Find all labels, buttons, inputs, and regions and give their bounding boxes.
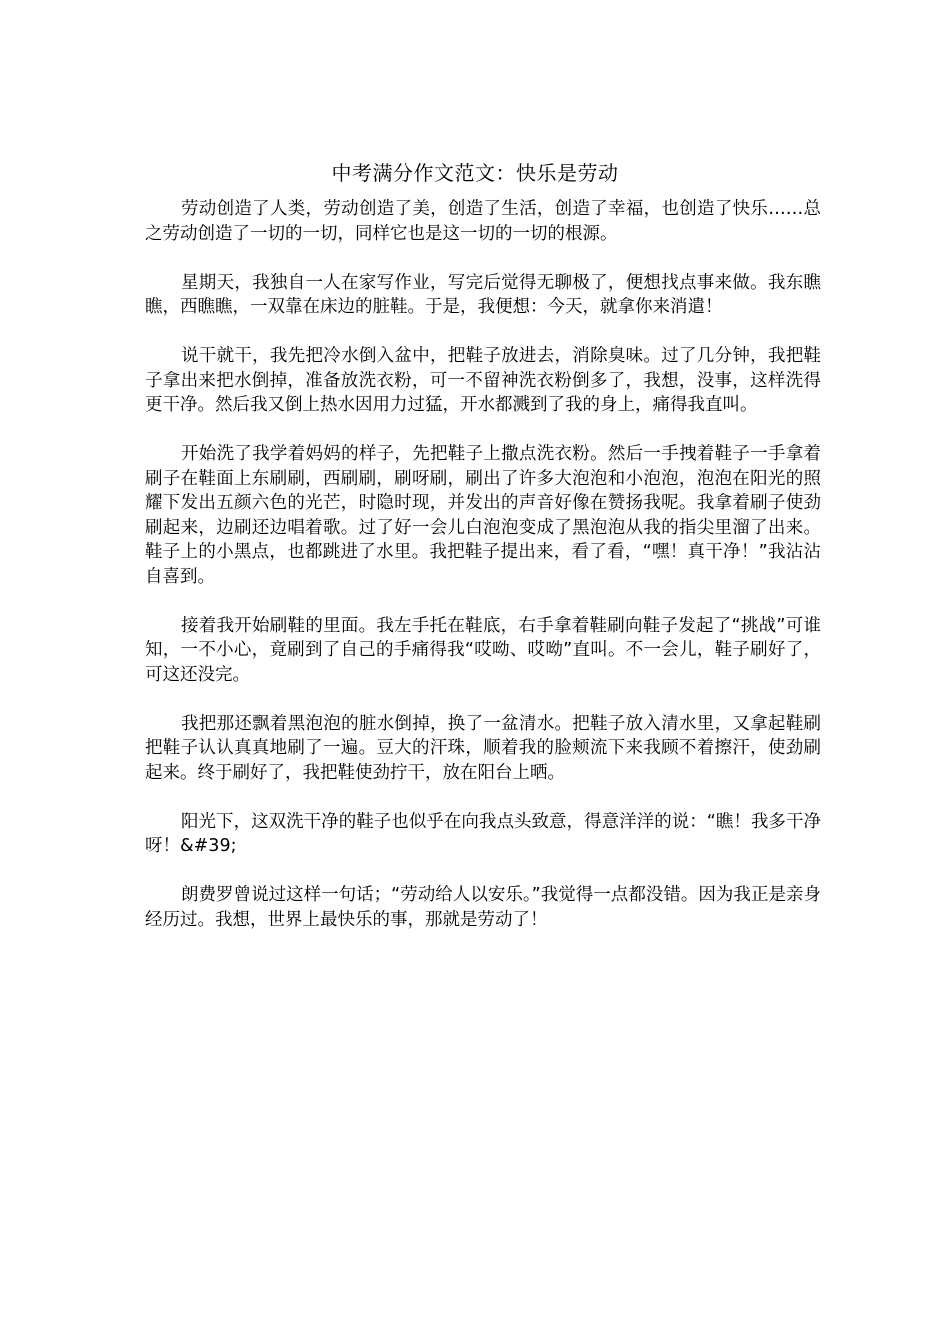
paragraph-3: 说干就干，我先把冷水倒入盆中，把鞋子放进去，消除臭味。过了几分钟，我把鞋子拿出来把水倒掉，准备放洗衣粉，可一不留神洗衣粉倒多了，我想，没事，这样洗得更干净。然后我又倒上热水因用力过猛，开水都溅到了我的身上，痛得我直叫。 [145, 346, 821, 415]
document-title: 中考满分作文范文：快乐是劳动 [331, 161, 619, 185]
paragraph-8: 朗费罗曾说过这样一句话；“劳动给人以安乐。”我觉得一点都没错。因为我正是亲身经历过。我想，世界上最快乐的事，那就是劳动了！ [145, 885, 821, 930]
paragraph-1: 劳动创造了人类，劳动创造了美，创造了生活，创造了幸福，也创造了快乐……总之劳动创造了一切的一切，同样它也是这一切的一切的根源。 [145, 199, 821, 244]
paragraph-6: 我把那还飘着黑泡泡的脏水倒掉，换了一盆清水。把鞋子放入清水里，又拿起鞋刷把鞋子认认真真地刷了一遍。豆大的汗珠，顺着我的脸颊流下来我顾不着擦汗，使劲刷起来。终于刷好了，我把鞋使劲拧干，放在阳台上晒。 [145, 713, 821, 783]
paragraph-2: 星期天，我独自一人在家写作业，写完后觉得无聊极了，便想找点事来做。我东瞧瞧，西瞧瞧，一双靠在床边的脏鞋。于是，我便想：今天，就拿你来消遣！ [145, 272, 821, 317]
document-body [145, 197, 821, 957]
paragraph-5: 接着我开始刷鞋的里面。我左手托在鞋底，右手拿着鞋刷向鞋子发起了“挑战”可谁知，一不小心，竟刷到了自己的手痛得我“哎呦、哎呦”直叫。不一会儿，鞋子刷好了，可这还没完。 [145, 615, 821, 685]
paragraph-4: 开始洗了我学着妈妈的样子，先把鞋子上撒点洗衣粉。然后一手拽着鞋子一手拿着刷子在鞋面上东刷刷，西刷刷，刷呀刷，刷出了许多大泡泡和小泡泡，泡泡在阳光的照耀下发出五颜六色的光芒，时隐时现，并发出的声音好像在赞扬我呢。我拿着刷子使劲刷起来，边刷还边唱着歌。过了好一会儿白泡泡变成了黑泡泡从我的指尖里溜了出来。鞋子上的小黑点，也都跳进了水里。我把鞋子提出来，看了看，“嘿！真干净！”我沾沾自喜到。 [145, 444, 821, 587]
paragraph-7: 阳光下，这双洗干净的鞋子也似乎在向我点头致意，得意洋洋的说：“瞧！我多干净呀！&#39; [145, 811, 821, 856]
